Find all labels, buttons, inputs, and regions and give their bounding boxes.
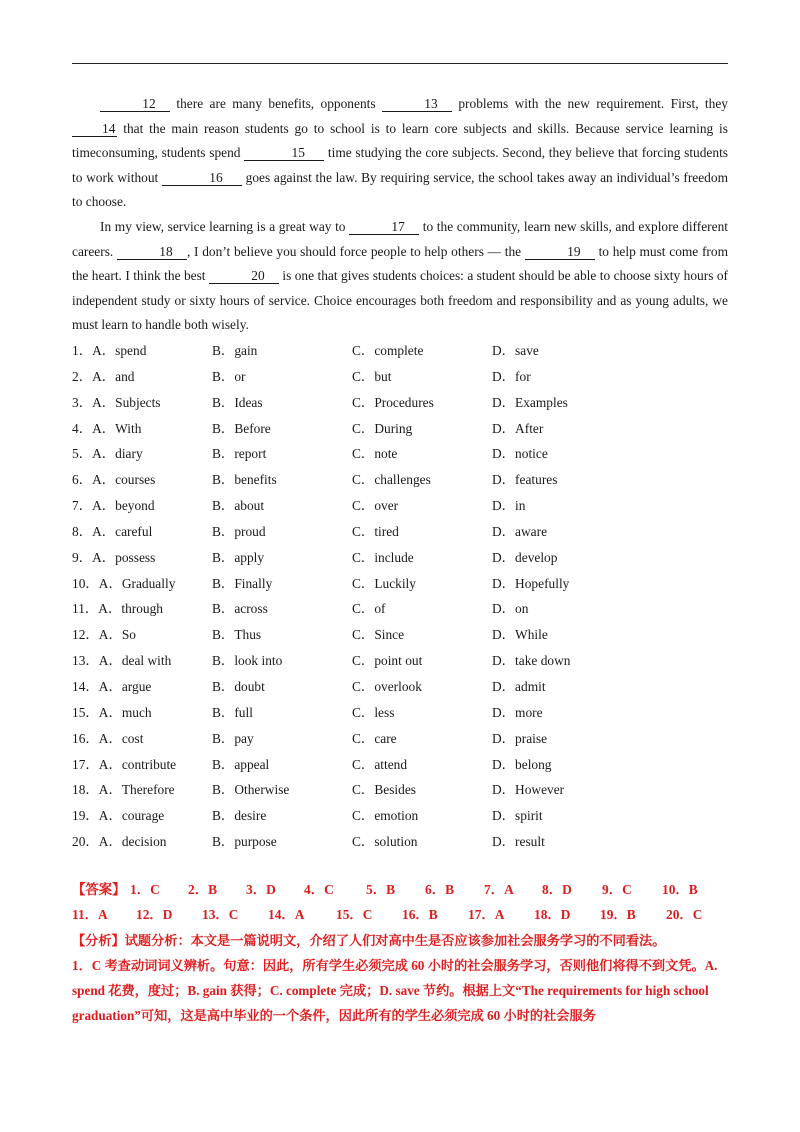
option-row-13 bbox=[72, 647, 728, 673]
answer-item: 5．B bbox=[366, 882, 396, 897]
option-7-B[interactable]: B．about bbox=[212, 498, 265, 514]
option-row-4 bbox=[72, 415, 728, 441]
option-12-A[interactable]: 12．A．So bbox=[72, 627, 136, 643]
option-15-C[interactable]: C．less bbox=[352, 704, 395, 720]
option-16-A[interactable]: 16．A．cost bbox=[72, 730, 144, 746]
paragraph-1 bbox=[72, 92, 728, 215]
option-14-C[interactable]: C．overlook bbox=[352, 678, 422, 694]
answer-item: 7．A bbox=[484, 882, 514, 897]
option-8-D[interactable]: D．aware bbox=[492, 523, 548, 539]
answer-line-2 bbox=[72, 902, 732, 927]
option-19-B[interactable]: B．desire bbox=[212, 808, 267, 824]
text: problems with the new requirement. First, they bbox=[451, 96, 728, 111]
option-17-B[interactable]: B．appeal bbox=[212, 756, 270, 772]
option-3-A[interactable]: 3．A．Subjects bbox=[72, 394, 161, 410]
option-19-A[interactable]: 19．A．courage bbox=[72, 808, 165, 824]
option-12-D[interactable]: D．While bbox=[492, 627, 548, 643]
option-9-D[interactable]: D．develop bbox=[492, 549, 558, 565]
answer-item: 1．C bbox=[130, 882, 160, 897]
analysis-label: 【分析】 bbox=[72, 933, 125, 948]
answer-item: 19．B bbox=[600, 907, 636, 922]
text: to help must come from the heart. I think the best bbox=[72, 243, 729, 284]
answer-label: 【答案】 bbox=[72, 882, 126, 897]
answer-key bbox=[72, 877, 732, 927]
option-19-D[interactable]: D．spirit bbox=[492, 808, 543, 824]
option-6-A[interactable]: 6．A．courses bbox=[72, 472, 156, 488]
answer-item: 9．C bbox=[602, 882, 632, 897]
option-row-19 bbox=[72, 802, 728, 828]
option-2-A[interactable]: 2．A．and bbox=[72, 368, 135, 384]
option-1-B[interactable]: B．gain bbox=[212, 343, 258, 358]
text: , I don’t believe you should force people to help others — the bbox=[186, 243, 525, 259]
option-13-D[interactable]: D．take down bbox=[492, 653, 571, 669]
option-17-A[interactable]: 17．A．contribute bbox=[72, 756, 177, 772]
answer-item: 4．C bbox=[304, 882, 334, 897]
blank-14[interactable]: 14 bbox=[72, 121, 117, 137]
option-20-C[interactable]: C．solution bbox=[352, 834, 418, 850]
option-2-D[interactable]: D．for bbox=[492, 368, 531, 384]
option-5-A[interactable]: 5．A．diary bbox=[72, 446, 143, 462]
option-4-D[interactable]: D．After bbox=[492, 420, 544, 436]
option-row-1 bbox=[72, 337, 728, 363]
answer-options bbox=[72, 337, 728, 854]
answer-item: 2．B bbox=[188, 882, 218, 897]
option-3-C[interactable]: C．Procedures bbox=[352, 394, 434, 410]
option-row-18 bbox=[72, 776, 728, 802]
option-10-C[interactable]: C．Luckily bbox=[352, 575, 416, 591]
answer-item: 10．B bbox=[662, 882, 698, 897]
option-14-A[interactable]: 14．A．argue bbox=[72, 678, 152, 694]
option-17-C[interactable]: C．attend bbox=[352, 756, 408, 772]
blank-17[interactable]: 17 bbox=[349, 219, 419, 235]
option-6-C[interactable]: C．challenges bbox=[352, 472, 431, 488]
analysis-intro bbox=[72, 928, 728, 953]
blank-18[interactable]: 18 bbox=[117, 244, 187, 260]
option-2-B[interactable]: B．or bbox=[212, 368, 246, 384]
option-row-5 bbox=[72, 440, 728, 466]
option-11-B[interactable]: B．across bbox=[212, 601, 268, 617]
option-6-D[interactable]: D．features bbox=[492, 472, 558, 488]
blank-20[interactable]: 20 bbox=[209, 268, 279, 284]
option-6-B[interactable]: B．benefits bbox=[212, 472, 277, 488]
option-16-B[interactable]: B．pay bbox=[212, 730, 254, 746]
option-11-C[interactable]: C．of bbox=[352, 601, 386, 617]
option-13-C[interactable]: C．point out bbox=[352, 653, 423, 669]
option-row-9 bbox=[72, 544, 728, 570]
option-5-D[interactable]: D．notice bbox=[492, 446, 548, 462]
answer-item: 17．A bbox=[468, 907, 505, 922]
option-1-D[interactable]: D．save bbox=[492, 343, 539, 358]
answer-item: 20．C bbox=[666, 907, 703, 922]
blank-12[interactable]: 12 bbox=[100, 96, 170, 112]
option-row-10 bbox=[72, 570, 728, 596]
answer-item: 15．C bbox=[336, 907, 373, 922]
option-14-D[interactable]: D．admit bbox=[492, 678, 546, 694]
analysis-section bbox=[72, 928, 728, 1028]
option-11-D[interactable]: D．on bbox=[492, 601, 529, 617]
option-13-B[interactable]: B．look into bbox=[212, 653, 283, 669]
text: is one that gives students choices: a student should be able to choose sixty hours of independent study or sixty hours of service. Choice encourages both freedom and responsibility and as young adults, we must learn to handle both wisely. bbox=[72, 268, 728, 333]
option-row-7 bbox=[72, 492, 728, 518]
option-12-C[interactable]: C．Since bbox=[352, 627, 405, 643]
option-9-C[interactable]: C．include bbox=[352, 549, 414, 565]
option-10-D[interactable]: D．Hopefully bbox=[492, 575, 570, 591]
answer-line-1 bbox=[72, 877, 732, 902]
option-9-B[interactable]: B．apply bbox=[212, 549, 265, 565]
option-18-C[interactable]: C．Besides bbox=[352, 782, 416, 798]
blank-13[interactable]: 13 bbox=[382, 96, 452, 112]
option-4-B[interactable]: B．Before bbox=[212, 420, 271, 436]
option-3-B[interactable]: B．Ideas bbox=[212, 394, 263, 410]
option-row-8 bbox=[72, 518, 728, 544]
option-18-B[interactable]: B．Otherwise bbox=[212, 782, 290, 798]
option-20-B[interactable]: B．purpose bbox=[212, 834, 277, 850]
option-row-3 bbox=[72, 389, 728, 415]
option-1-A[interactable]: 1．A．spend bbox=[72, 343, 147, 358]
option-15-A[interactable]: 15．A．much bbox=[72, 704, 152, 720]
option-row-12 bbox=[72, 621, 728, 647]
option-7-C[interactable]: C．over bbox=[352, 498, 399, 514]
option-20-A[interactable]: 20．A．decision bbox=[72, 834, 167, 850]
option-15-B[interactable]: B．full bbox=[212, 704, 253, 720]
answer-item: 6．B bbox=[425, 882, 455, 897]
option-17-D[interactable]: D．belong bbox=[492, 756, 552, 772]
blank-15[interactable]: 15 bbox=[244, 145, 324, 161]
option-14-B[interactable]: B．doubt bbox=[212, 678, 265, 694]
option-3-D[interactable]: D．Examples bbox=[492, 394, 568, 410]
answer-item: 18．D bbox=[534, 907, 571, 922]
answer-item: 14．A bbox=[268, 907, 305, 922]
option-13-A[interactable]: 13．A．deal with bbox=[72, 653, 172, 669]
option-row-20 bbox=[72, 828, 728, 854]
paragraph-2 bbox=[72, 215, 728, 338]
option-11-A[interactable]: 11．A．through bbox=[72, 601, 164, 617]
option-5-B[interactable]: B．report bbox=[212, 446, 267, 462]
answer-item: 11．A bbox=[72, 907, 108, 922]
option-15-D[interactable]: D．more bbox=[492, 704, 543, 720]
text: In my view, service learning is a great way to bbox=[100, 218, 350, 234]
option-7-D[interactable]: D．in bbox=[492, 498, 526, 514]
option-row-17 bbox=[72, 751, 728, 777]
option-8-A[interactable]: 8．A．careful bbox=[72, 523, 153, 539]
answer-item: 3．D bbox=[246, 882, 276, 897]
option-4-A[interactable]: 4．A．With bbox=[72, 420, 142, 436]
option-18-D[interactable]: D．However bbox=[492, 782, 565, 798]
blank-19[interactable]: 19 bbox=[525, 244, 595, 260]
option-12-B[interactable]: B．Thus bbox=[212, 627, 262, 643]
option-2-C[interactable]: C．but bbox=[352, 368, 392, 384]
analysis-intro-text: 试题分析：本文是一篇说明文，介绍了人们对高中生是否应该参加社会服务学习的不同看法。 bbox=[124, 933, 666, 948]
option-row-2 bbox=[72, 363, 728, 389]
option-row-6 bbox=[72, 466, 728, 492]
answer-item: 8．D bbox=[542, 882, 572, 897]
header-rule bbox=[72, 63, 728, 64]
option-8-B[interactable]: B．proud bbox=[212, 523, 266, 539]
text: there are many benefits, opponents bbox=[170, 96, 382, 111]
answer-item: 12．D bbox=[136, 907, 173, 922]
option-row-16 bbox=[72, 725, 728, 751]
option-18-A[interactable]: 18．A．Therefore bbox=[72, 782, 175, 798]
option-5-C[interactable]: C．note bbox=[352, 446, 398, 462]
analysis-item-1: 1．C 考查动词词义辨析。句意：因此，所有学生必须完成 60 小时的社会服务学习，否则他们将得不到文凭。A. spend 花费，度过；B. gain 获得；C. complete 完成；D. save 节约。根据上文“The requirements for high school graduation”可知，这是高中毕业的一个条件，因此所有的学生必须完成 60 小时的社会服务 bbox=[72, 958, 718, 1023]
option-9-A[interactable]: 9．A．possess bbox=[72, 549, 156, 565]
option-20-D[interactable]: D．result bbox=[492, 834, 545, 850]
option-7-A[interactable]: 7．A．beyond bbox=[72, 498, 155, 514]
option-19-C[interactable]: C．emotion bbox=[352, 808, 419, 824]
option-8-C[interactable]: C．tired bbox=[352, 523, 399, 539]
text: goes against the law. By requiring service, the school takes away an individual’s freedom to choose. bbox=[72, 169, 728, 210]
text: to the community, learn new skills, and explore different careers. bbox=[72, 218, 728, 259]
option-10-B[interactable]: B．Finally bbox=[212, 575, 273, 591]
option-row-11 bbox=[72, 595, 728, 621]
option-row-14 bbox=[72, 673, 728, 699]
option-16-D[interactable]: D．praise bbox=[492, 730, 548, 746]
answer-item: 16．B bbox=[402, 907, 438, 922]
cloze-passage bbox=[72, 92, 728, 338]
option-row-15 bbox=[72, 699, 728, 725]
option-10-A[interactable]: 10．A．Gradually bbox=[72, 575, 176, 591]
option-1-C[interactable]: C．complete bbox=[352, 343, 424, 358]
blank-16[interactable]: 16 bbox=[162, 170, 242, 186]
text: that the main reason students go to school is to learn core subjects and skills. Because service learning is timeconsuming, students spend bbox=[72, 120, 728, 161]
option-16-C[interactable]: C．care bbox=[352, 730, 397, 746]
text: time studying the core subjects. Second, they believe that forcing students to work without bbox=[72, 145, 729, 185]
option-4-C[interactable]: C．During bbox=[352, 420, 413, 436]
answer-item: 13．C bbox=[202, 907, 239, 922]
